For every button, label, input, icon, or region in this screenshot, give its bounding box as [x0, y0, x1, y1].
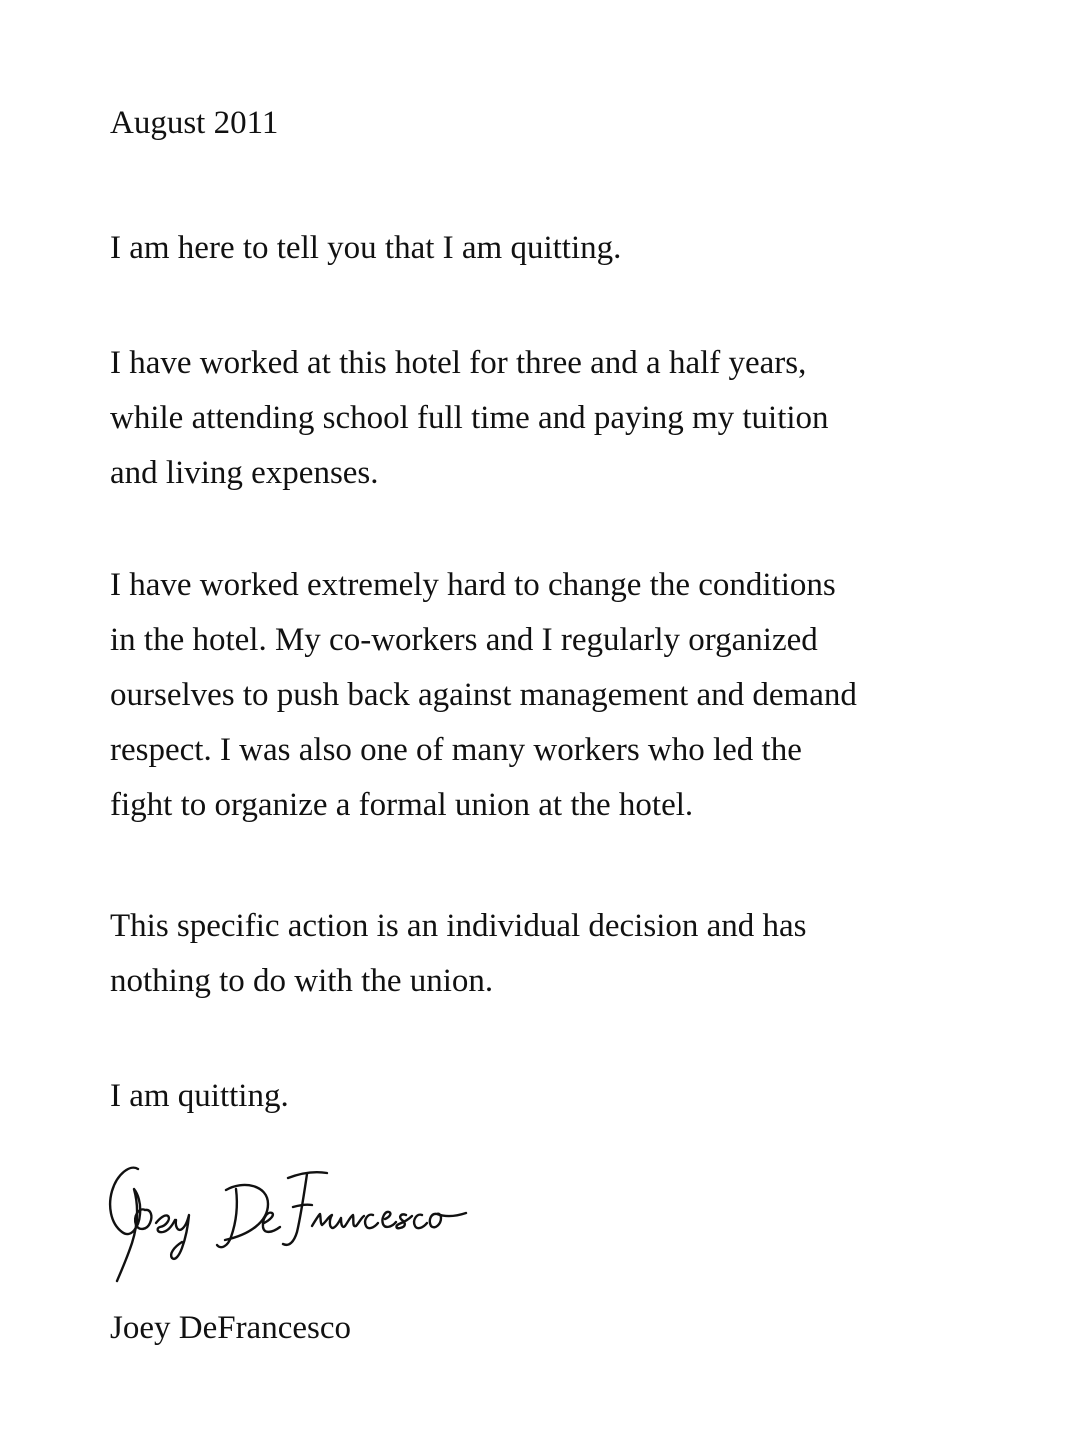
paragraph-work-history: I have worked at this hotel for three and a half years, while attending school full time and paying my tuition and living expenses. — [110, 345, 829, 491]
paragraph-announcement: I am here to tell you that I am quitting. — [110, 230, 622, 266]
handwritten-signature — [100, 1160, 470, 1290]
letter-date: August 2011 — [110, 105, 279, 141]
printed-signer-name: Joey DeFrancesco — [110, 1310, 351, 1346]
paragraph-individual-decision: This specific action is an individual decision and has nothing to do with the union. — [110, 908, 807, 999]
paragraph-closing: I am quitting. — [110, 1078, 289, 1114]
paragraph-organizing: I have worked extremely hard to change the conditions in the hotel. My co-workers and I regularly organized ourselves to push back against management and demand respect. I was also one of many workers who led the fight to organize a formal union at the hotel. — [110, 567, 857, 823]
